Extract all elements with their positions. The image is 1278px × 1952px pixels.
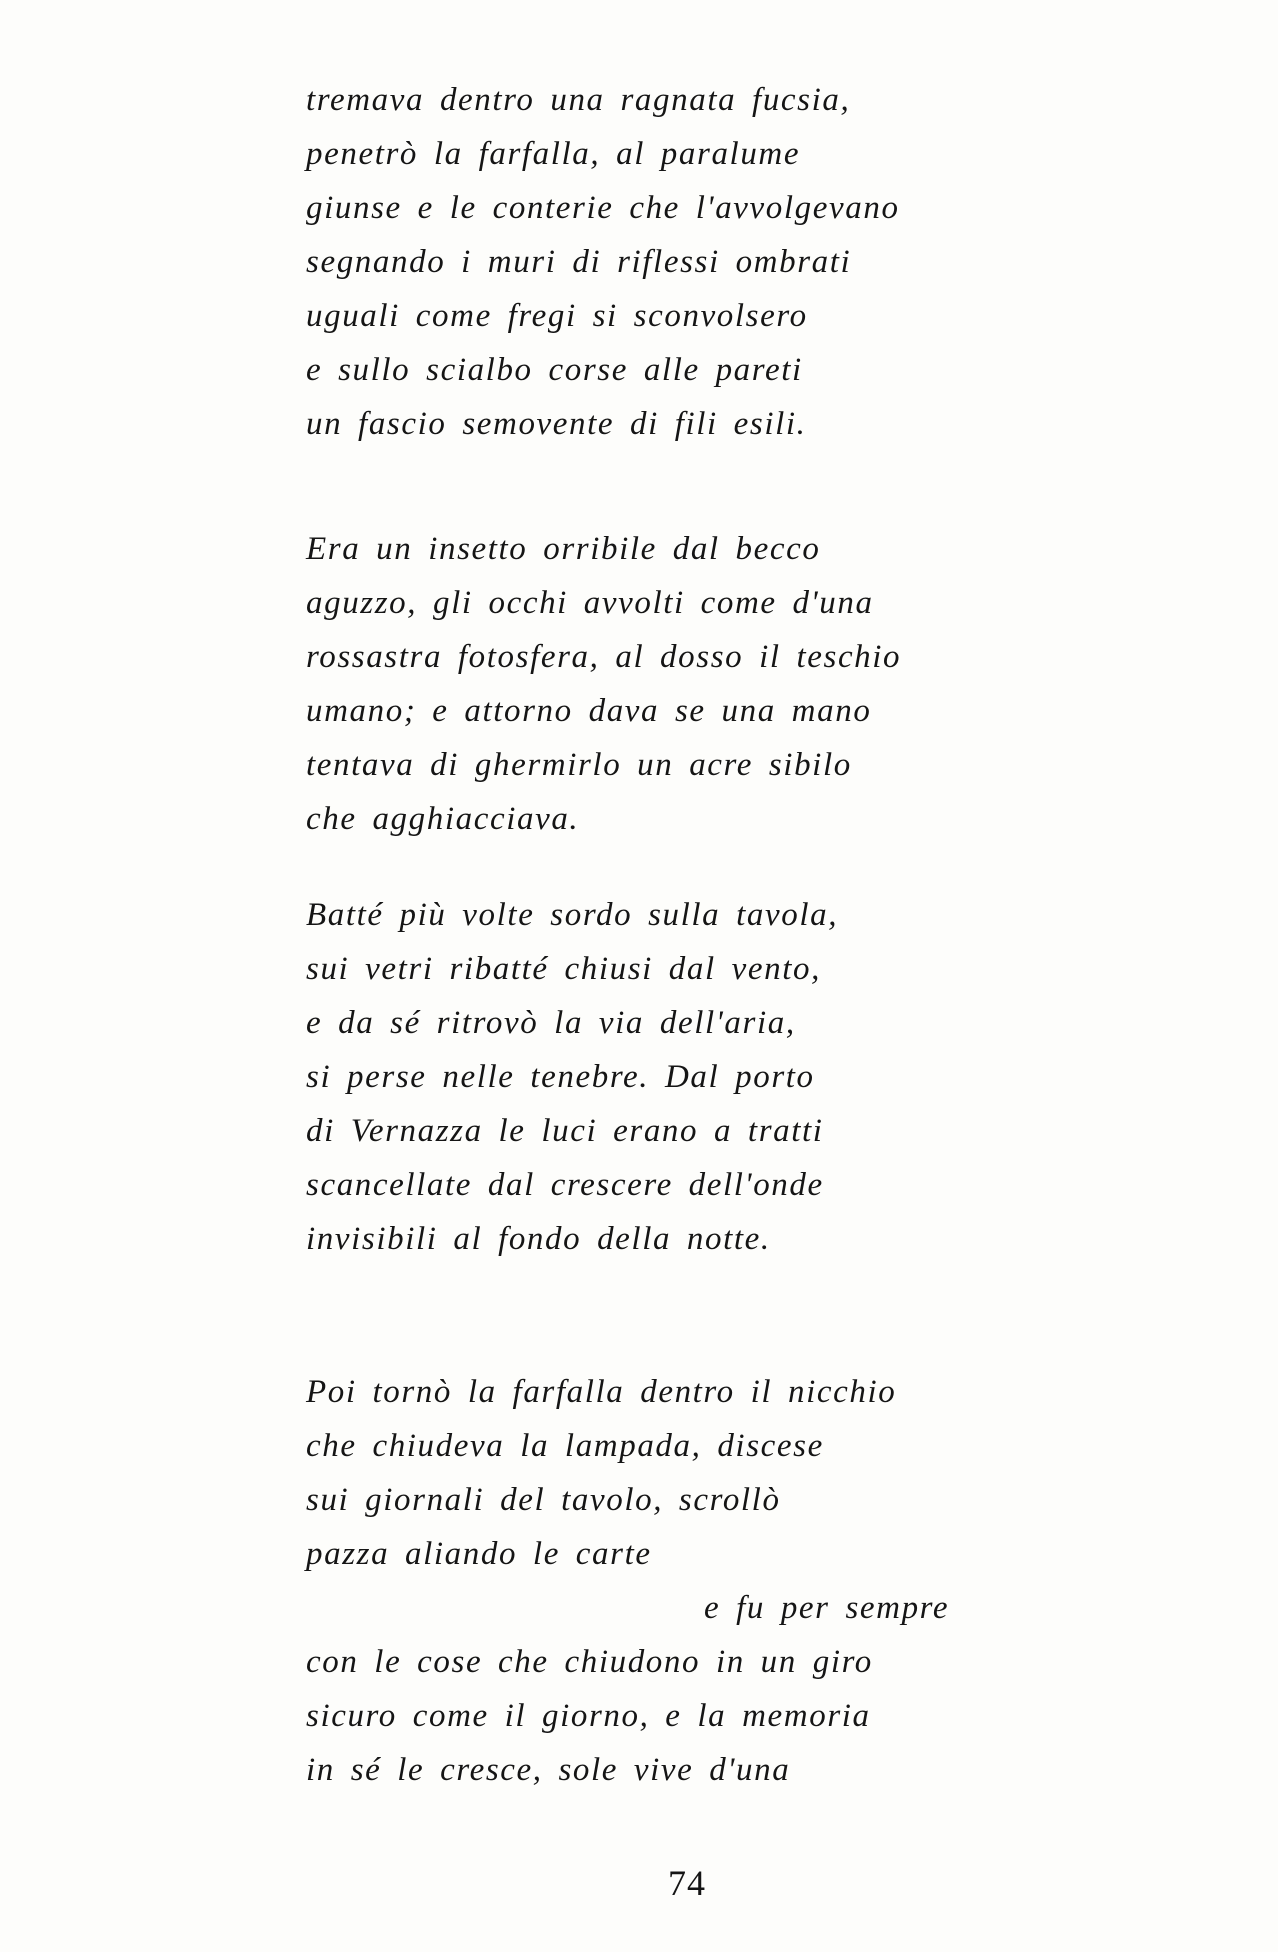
verse-line: si perse nelle tenebre. Dal porto	[306, 1059, 815, 1095]
verse-line: sui vetri ribatté chiusi dal vento,	[306, 951, 821, 987]
verse-line: con le cose che chiudono in un giro	[306, 1644, 873, 1680]
verse-line: uguali come fregi si sconvolsero	[306, 298, 808, 334]
stanza-3	[306, 888, 838, 1266]
verse-line: un fascio semovente di fili esili.	[306, 406, 807, 442]
verse-line: aguzzo, gli occhi avvolti come d'una	[306, 585, 874, 621]
verse-line: Poi tornò la farfalla dentro il nicchio	[306, 1374, 897, 1410]
verse-line: e sullo scialbo corse alle pareti	[306, 352, 803, 388]
verse-line: segnando i muri di riflessi ombrati	[306, 244, 852, 280]
verse-line: giunse e le conterie che l'avvolgevano	[306, 190, 900, 226]
verse-line: Era un insetto orribile dal becco	[306, 531, 821, 567]
verse-line: rossastra fotosfera, al dosso il teschio	[306, 639, 902, 675]
verse-line: umano; e attorno dava se una mano	[306, 693, 872, 729]
page-number: 74	[668, 1863, 706, 1903]
verse-line: tentava di ghermirlo un acre sibilo	[306, 747, 852, 783]
verse-line-indented: e fu per sempre	[704, 1590, 950, 1626]
verse-line: pazza aliando le carte	[306, 1536, 652, 1572]
stanza-4	[306, 1365, 949, 1797]
verse-line: e da sé ritrovò la via dell'aria,	[306, 1005, 796, 1041]
verse-line: tremava dentro una ragnata fucsia,	[306, 82, 851, 118]
verse-line: scancellate dal crescere dell'onde	[306, 1167, 824, 1203]
verse-line: che agghiacciava.	[306, 801, 580, 837]
verse-line: penetrò la farfalla, al paralume	[306, 136, 801, 172]
verse-line: in sé le cresce, sole vive d'una	[306, 1752, 791, 1788]
verse-line: Batté più volte sordo sulla tavola,	[306, 897, 839, 933]
verse-line: di Vernazza le luci erano a tratti	[306, 1113, 824, 1149]
verse-line: sicuro come il giorno, e la memoria	[306, 1698, 871, 1734]
verse-line: che chiudeva la lampada, discese	[306, 1428, 824, 1464]
verse-line: sui giornali del tavolo, scrollò	[306, 1482, 781, 1518]
verse-line: invisibili al fondo della notte.	[306, 1221, 771, 1257]
stanza-1	[306, 73, 900, 451]
stanza-2	[306, 522, 901, 846]
